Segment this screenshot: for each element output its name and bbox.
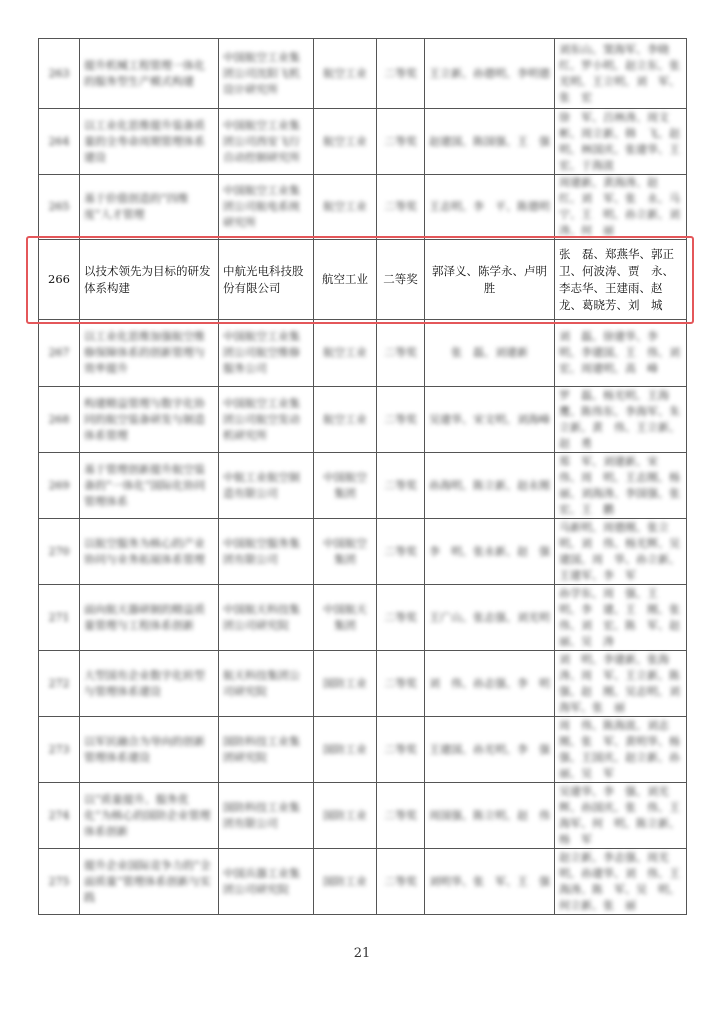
award-level: 二等奖: [377, 849, 425, 915]
project-title: 以“质量提升、服务优化”为核心的国防企业管理体系创新: [80, 783, 219, 849]
project-title: 大型国有企业数字化转型与管理体系建设: [80, 651, 219, 717]
lead-creators: 王建国、孙光明、李 强: [425, 717, 555, 783]
organization: 国防科技工业集团有限公司: [219, 783, 314, 849]
project-title: 构建精益管理与数字化协同的航空装备研发与制造体系管理: [80, 387, 219, 453]
lead-creators: 刘 伟、孙志强、李 明: [425, 651, 555, 717]
participating-creators: 孙学东、周 强、王 明、李 建、王 刚、张 伟、刘 宏、陈 军、赵 丽、吴 涛: [555, 585, 687, 651]
award-level: 二等奖: [377, 717, 425, 783]
table-row: [39, 453, 687, 519]
industry: 航空工业: [314, 109, 377, 175]
participating-creators: 刘 磊、徐建华、李 明、李建国、王 伟、刘 宏、周建明、高 峰: [555, 320, 687, 387]
table-row: [39, 320, 687, 387]
organization: 中国航空工业集团公司航空发动机研究所: [219, 387, 314, 453]
industry: 国防工业: [314, 651, 377, 717]
industry: 中国航空集团: [314, 519, 377, 585]
organization: 中国航空工业集团公司沈阳飞机设计研究所: [219, 39, 314, 109]
industry: 中国航空集团: [314, 453, 377, 519]
award-level: 二等奖: [377, 453, 425, 519]
award-level: 二等奖: [377, 175, 425, 240]
participating-creators: 郑 军、刘建新、宋 伟、周 明、王志刚、杨 丽、刘海涛、李国强、张 宏、王 鹏: [555, 453, 687, 519]
project-title: 以军民融合为导向的创新管理体系建设: [80, 717, 219, 783]
lead-creators: 王立新、孙德明、李明德: [425, 39, 555, 109]
award-level: 二等奖: [377, 783, 425, 849]
organization: 国防科技工业集团研究院: [219, 717, 314, 783]
row-number: 271: [39, 585, 80, 651]
industry: 航空工业: [314, 240, 377, 320]
award-level: 二等奖: [377, 387, 425, 453]
lead-creators: 王志明、李 平、陈德明: [425, 175, 555, 240]
award-level: 二等奖: [377, 39, 425, 109]
participating-creators: 赵立新、李志强、周光明、孙建华、刘 伟、王海涛、陈 军、吴 明、何立新、张 丽: [555, 849, 687, 915]
industry: 国防工业: [314, 849, 377, 915]
table-row: [39, 519, 687, 585]
participating-creators: 吴建华、李 强、刘光辉、孙国庆、张 伟、王海军、何 明、陈立新、杨 军: [555, 783, 687, 849]
participating-creators: 马新明、周德刚、张立明、刘 伟、杨光辉、吴建国、周 华、孙立新、王建军、李 军: [555, 519, 687, 585]
organization: 中国航空工业集团公司航空维修服务公司: [219, 320, 314, 387]
organization: 中航光电科技股份有限公司: [219, 240, 314, 320]
table-row: [39, 387, 687, 453]
row-number: 265: [39, 175, 80, 240]
project-title: 提升企业国际竞争力的“全面质量”管理体系创新与实践: [80, 849, 219, 915]
award-level: 二等奖: [377, 109, 425, 175]
table-row-highlighted: [39, 240, 687, 320]
organization: 中国航空工业集团公司西安飞行自动控制研究所: [219, 109, 314, 175]
row-number: 266: [39, 240, 80, 320]
participating-creators: 周建新、黄海涛、赵 红、刘 军、张 永、马 宁、王 明、孙立新、刘 涛、何 丽: [555, 175, 687, 240]
organization: 航天科技集团公司研究院: [219, 651, 314, 717]
table-row: [39, 39, 687, 109]
table-row: [39, 717, 687, 783]
project-title: 以工业化思维提升装备质量的全寿命周期管理体系建设: [80, 109, 219, 175]
industry: 航空工业: [314, 387, 377, 453]
awards-table: [38, 38, 691, 915]
industry: 航空工业: [314, 320, 377, 387]
industry: 航空工业: [314, 39, 377, 109]
row-number: 267: [39, 320, 80, 387]
row-number: 273: [39, 717, 80, 783]
lead-creators: 赵建国、陈国强、王 强: [425, 109, 555, 175]
organization: 中国兵器工业集团公司研究院: [219, 849, 314, 915]
project-title: 基于管理创新提升航空装备的“一体化”国际化协同管理体系: [80, 453, 219, 519]
lead-creators: 王广山、张志强、刘光明: [425, 585, 555, 651]
row-number: 272: [39, 651, 80, 717]
row-number: 269: [39, 453, 80, 519]
participating-creators: 徐 军、吕林涛、周文彬、周立新、韩 飞、赵 明、林国庆、张建华、王 宏、于海波: [555, 109, 687, 175]
table-row: [39, 585, 687, 651]
lead-creators: 郭泽义、陈学永、卢明胜: [425, 240, 555, 320]
project-title: 以技术领先为目标的研发体系构建: [80, 240, 219, 320]
table-row: [39, 849, 687, 915]
award-level: 二等奖: [377, 585, 425, 651]
project-title: 以工业化思维加强航空维修保障体系的创新管理与效率提升: [80, 320, 219, 387]
row-number: 270: [39, 519, 80, 585]
lead-creators: 孙海明、陈立新、赵永刚: [425, 453, 555, 519]
lead-creators: 张 磊、刘建新: [425, 320, 555, 387]
industry: 国防工业: [314, 783, 377, 849]
award-level: 二等奖: [377, 651, 425, 717]
lead-creators: 李 明、张永新、赵 强: [425, 519, 555, 585]
project-title: 提升机械工程管理一体化的服务型生产模式构建: [80, 39, 219, 109]
award-level: 二等奖: [377, 519, 425, 585]
participating-creators: 张 磊、郑燕华、郭正卫、何波涛、贾 永、李志华、王建雨、赵 龙、葛晓芳、刘 城: [555, 240, 687, 320]
row-number: 264: [39, 109, 80, 175]
project-title: 面向航天器研制的精益质量管理与工程体系创新: [80, 585, 219, 651]
organization: 中国航天科技集团公司研究院: [219, 585, 314, 651]
row-number: 274: [39, 783, 80, 849]
organization: 中国航空服务集团有限公司: [219, 519, 314, 585]
industry: 航空工业: [314, 175, 377, 240]
participating-creators: 罗 磊、杨光明、王海鹰、陈伟东、李海军、朱立新、黄 伟、王立新、赵 勇: [555, 387, 687, 453]
table-row: [39, 109, 687, 175]
lead-creators: 刘明华、张 军、王 强: [425, 849, 555, 915]
page-number: 21: [353, 946, 371, 961]
organization: 中国航空工业集团公司航电系统研究所: [219, 175, 314, 240]
table-row: [39, 175, 687, 240]
lead-creators: 周国强、陈立明、赵 伟: [425, 783, 555, 849]
row-number: 263: [39, 39, 80, 109]
organization: 中航工业航空制造有限公司: [219, 453, 314, 519]
project-title: 基于价值创造的“四维度”人才管理: [80, 175, 219, 240]
lead-creators: 吴建华、宋文明、刘海峰: [425, 387, 555, 453]
project-title: 以航空服务为核心的产业协同与业务拓展体系管理: [80, 519, 219, 585]
award-level: 二等奖: [377, 240, 425, 320]
industry: 中国航天集团: [314, 585, 377, 651]
industry: 国防工业: [314, 717, 377, 783]
table-row: [39, 651, 687, 717]
participating-creators: 刘 明、李建新、张海涛、周 军、王立新、陈 强、赵 刚、吴志明、刘海军、张 丽: [555, 651, 687, 717]
row-number: 268: [39, 387, 80, 453]
row-number: 275: [39, 849, 80, 915]
participating-creators: 刘东山、窦海军、李晓红、罗小明、赵立东、张光明、王立明、刘 军、张 宏: [555, 39, 687, 109]
table-row: [39, 783, 687, 849]
participating-creators: 周 伟、陈海波、刘志刚、张 军、黄明华、杨 强、王国庆、赵立新、孙 丽、吴 军: [555, 717, 687, 783]
award-level: 二等奖: [377, 320, 425, 387]
